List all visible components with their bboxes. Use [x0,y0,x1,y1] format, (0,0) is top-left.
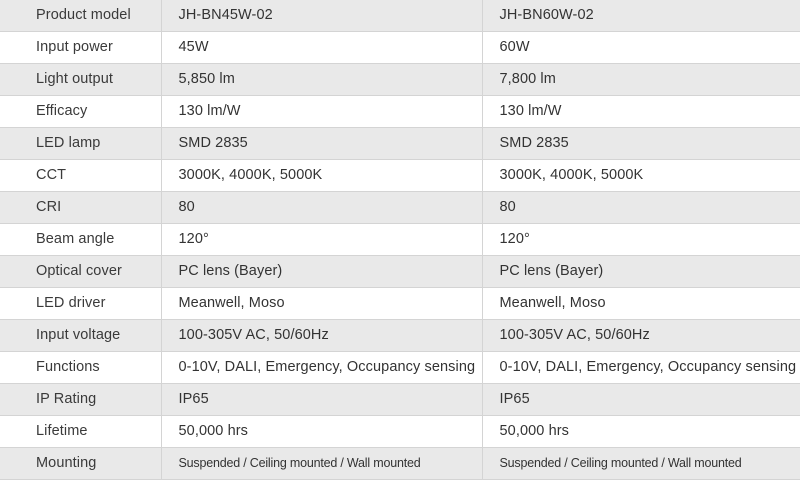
cell-value-b: 130 lm/W [482,96,800,128]
table-row-beam-angle [0,224,800,256]
cell-value-a: 5,850 lm [161,64,482,96]
row-label: Input voltage [0,320,161,352]
cell-value-b: 0-10V, DALI, Emergency, Occupancy sensing [482,352,800,384]
row-label: LED lamp [0,128,161,160]
cell-value-a: 0-10V, DALI, Emergency, Occupancy sensing [161,352,482,384]
row-label: CCT [0,160,161,192]
cell-value-a: 50,000 hrs [161,416,482,448]
table-row-led-driver [0,288,800,320]
cell-value-b: 7,800 lm [482,64,800,96]
cell-value-a: PC lens (Bayer) [161,256,482,288]
cell-value-b: Meanwell, Moso [482,288,800,320]
cell-value-b: SMD 2835 [482,128,800,160]
row-label: Lifetime [0,416,161,448]
cell-value-a: 120° [161,224,482,256]
table-row-ip-rating [0,384,800,416]
row-label: Input power [0,32,161,64]
cell-value-b: 50,000 hrs [482,416,800,448]
row-label: Mounting [0,448,161,480]
cell-value-a: SMD 2835 [161,128,482,160]
table-row-led-lamp [0,128,800,160]
table-row-efficacy [0,96,800,128]
row-label: Efficacy [0,96,161,128]
table-row-lifetime [0,416,800,448]
cell-value-a: 100-305V AC, 50/60Hz [161,320,482,352]
table-row-mounting [0,448,800,480]
table-row-input-power [0,32,800,64]
row-label: Functions [0,352,161,384]
cell-value-a: IP65 [161,384,482,416]
cell-value-b: 3000K, 4000K, 5000K [482,160,800,192]
cell-value-b: 60W [482,32,800,64]
table-row-input-voltage [0,320,800,352]
cell-value-b: 100-305V AC, 50/60Hz [482,320,800,352]
table-row-product-model [0,0,800,32]
cell-value-b: Suspended / Ceiling mounted / Wall mounted [482,448,800,480]
cell-value-a: Suspended / Ceiling mounted / Wall mounted [161,448,482,480]
cell-value-b: 120° [482,224,800,256]
row-label: LED driver [0,288,161,320]
table-row-cct [0,160,800,192]
cell-value-b: PC lens (Bayer) [482,256,800,288]
cell-value-b: 80 [482,192,800,224]
cell-value-a: 80 [161,192,482,224]
row-label: Optical cover [0,256,161,288]
table-row-cri [0,192,800,224]
cell-value-a: 45W [161,32,482,64]
table-row-optical-cover [0,256,800,288]
row-label: Light output [0,64,161,96]
row-label: IP Rating [0,384,161,416]
row-label: Beam angle [0,224,161,256]
table-row-light-output [0,64,800,96]
table-row-functions [0,352,800,384]
cell-value-a: 3000K, 4000K, 5000K [161,160,482,192]
cell-model-a: JH-BN45W-02 [161,0,482,32]
cell-value-a: 130 lm/W [161,96,482,128]
cell-model-b: JH-BN60W-02 [482,0,800,32]
row-label: Product model [0,0,161,32]
cell-value-b: IP65 [482,384,800,416]
cell-value-a: Meanwell, Moso [161,288,482,320]
row-label: CRI [0,192,161,224]
